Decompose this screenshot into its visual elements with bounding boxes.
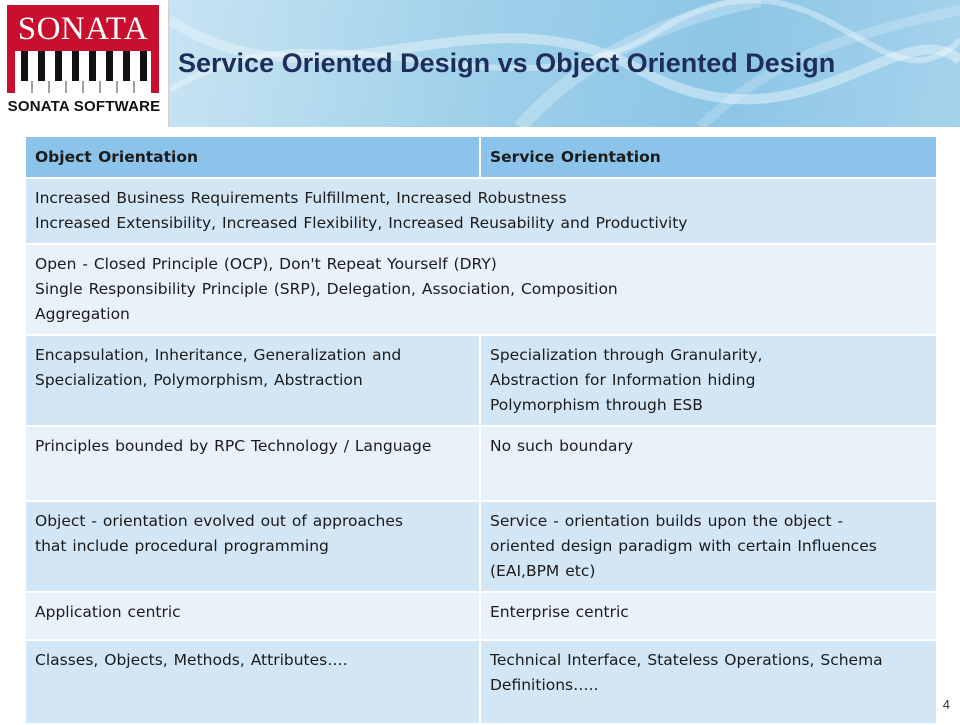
table-row [25, 501, 937, 592]
table-cell-merged [25, 178, 937, 244]
table-cell-service [480, 640, 937, 724]
table-cell-service [480, 426, 937, 501]
table-cell-object [25, 426, 480, 501]
company-logo [0, 0, 169, 127]
cell-line: (EAI,BPM etc) [490, 562, 596, 580]
cell-line: Technical Interface, Stateless Operations, Schema [490, 651, 883, 669]
logo-word: SONATA [17, 11, 149, 47]
table-row [25, 592, 937, 640]
cell-line: Definitions….. [490, 676, 599, 694]
table-cell-service [480, 592, 937, 640]
comparison-table [24, 135, 938, 725]
cell-line: Service - orientation builds upon the object - [490, 512, 844, 530]
column-header-service-orientation: Service Orientation [480, 136, 937, 178]
table-row [25, 426, 937, 501]
cell-line: Specialization through Granularity, [490, 346, 763, 364]
cell-line: Application centric [35, 603, 181, 621]
cell-line: oriented design paradigm with certain Influences [490, 537, 877, 555]
cell-line: Polymorphism through ESB [490, 396, 703, 414]
cell-line: Principles bounded by RPC Technology / Language [35, 437, 432, 455]
logo-subtitle: SONATA SOFTWARE [7, 98, 161, 115]
cell-line: Object - orientation evolved out of approaches [35, 512, 403, 530]
cell-line: Encapsulation, Inheritance, Generalization and [35, 346, 402, 364]
cell-line: No such boundary [490, 437, 634, 455]
table-cell-service [480, 335, 937, 426]
table-cell-merged [25, 244, 937, 335]
cell-line: Aggregation [35, 305, 130, 323]
table-row [25, 335, 937, 426]
cell-line: that include procedural programming [35, 537, 329, 555]
column-header-object-orientation: Object Orientation [25, 136, 480, 178]
table-header-row [25, 136, 937, 178]
page-number: 4 [942, 697, 950, 712]
table-cell-object [25, 335, 480, 426]
slide-title: Service Oriented Design vs Object Oriented Design [178, 48, 836, 78]
cell-line: Enterprise centric [490, 603, 629, 621]
table-row [25, 244, 937, 335]
table-cell-object [25, 592, 480, 640]
cell-line: Classes, Objects, Methods, Attributes…. [35, 651, 348, 669]
cell-line: Specialization, Polymorphism, Abstraction [35, 371, 363, 389]
table-row [25, 178, 937, 244]
logo-badge [7, 5, 159, 93]
piano-keys-icon [15, 51, 151, 93]
table-cell-object [25, 501, 480, 592]
cell-line: Open - Closed Principle (OCP), Don't Repeat Yourself (DRY) [35, 255, 497, 273]
table-cell-object [25, 640, 480, 724]
table-row [25, 640, 937, 724]
cell-line: Single Responsibility Principle (SRP), Delegation, Association, Composition [35, 280, 618, 298]
header-banner [0, 0, 960, 127]
cell-line: Abstraction for Information hiding [490, 371, 756, 389]
cell-line: Increased Extensibility, Increased Flexibility, Increased Reusability and Productivity [35, 214, 688, 232]
cell-line: Increased Business Requirements Fulfillment, Increased Robustness [35, 189, 567, 207]
table-cell-service [480, 501, 937, 592]
